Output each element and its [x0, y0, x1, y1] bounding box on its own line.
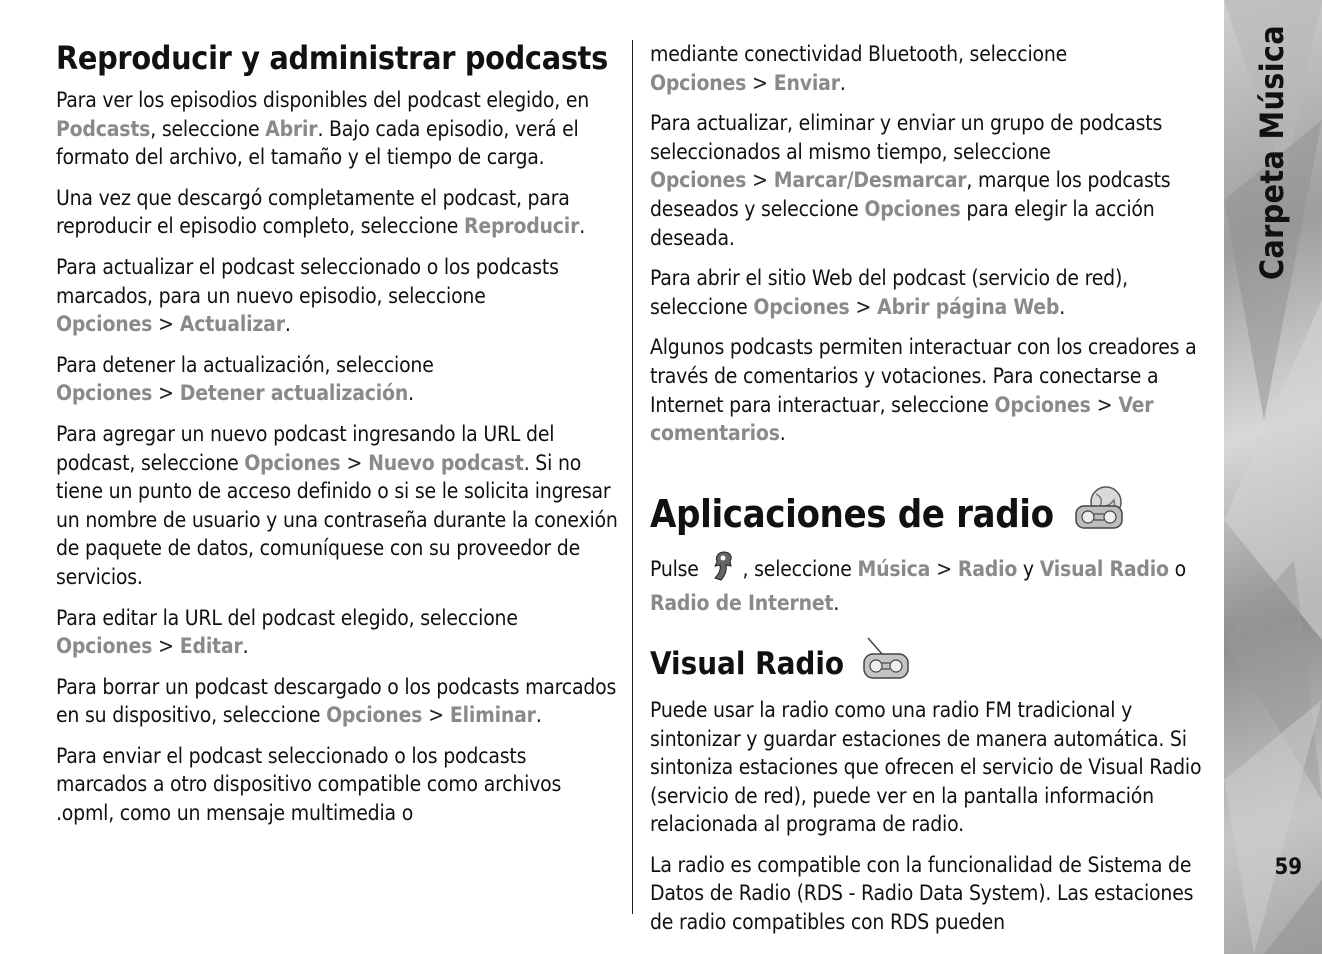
menu-term-opciones: Opciones [650, 70, 747, 95]
paragraph-open-website: Para abrir el sitio Web del podcast (servicio de red), seleccione Opciones > Abrir página Web. [650, 266, 1128, 319]
menu-separator: > [855, 294, 872, 319]
menu-separator: > [158, 312, 174, 337]
menu-term-marcar-desmarcar: Marcar/Desmarcar [773, 168, 967, 193]
chapter-heading-radio: Aplicaciones de radio [650, 484, 1212, 544]
menu-term-reproducir: Reproducir [464, 214, 580, 239]
menu-term-radio: Radio [957, 556, 1018, 581]
menu-term-opciones: Opciones [244, 450, 341, 475]
column-divider [632, 40, 633, 914]
menu-term-opciones: Opciones [994, 392, 1091, 417]
menu-term-eliminar: Eliminar [449, 703, 536, 728]
paragraph-send-bluetooth: mediante conectividad Bluetooth, seleccione Opciones > Enviar. [650, 42, 1068, 95]
paragraph-stop-update: Para detener la actualización, seleccione Opciones > Detener actualización. [56, 352, 434, 406]
radio-globe-icon [1070, 484, 1130, 544]
paragraph-update-podcast: Para actualizar el podcast seleccionado o los podcasts marcados, para un nuevo episodio, seleccione Opciones > Actualizar. [56, 254, 559, 337]
menu-term-opciones: Opciones [56, 381, 153, 406]
menu-key-icon [711, 550, 737, 590]
chapter-sidebar [1224, 0, 1322, 954]
paragraph-play-episode: Una vez que descargó completamente el podcast, para reproducir el episodio completo, seleccione Reproducir. [56, 185, 586, 239]
menu-separator: > [936, 556, 952, 581]
menu-separator: > [428, 703, 444, 728]
menu-separator: > [158, 381, 174, 406]
radio-icon [860, 636, 912, 692]
paragraph-open-radio: Pulse , seleccione Música > Radio y Visual Radio o Radio de Internet. [650, 550, 1212, 618]
menu-term-visual-radio: Visual Radio [1039, 556, 1169, 581]
menu-separator: > [158, 634, 174, 659]
menu-term-nuevo-podcast: Nuevo podcast [368, 450, 524, 475]
right-column [650, 40, 1212, 949]
paragraph-edit-url: Para editar la URL del podcast elegido, seleccione Opciones > Editar. [56, 605, 518, 659]
menu-separator: > [1096, 392, 1113, 417]
chapter-title: Carpeta Música [1253, 25, 1291, 280]
menu-term-opciones: Opciones [753, 294, 850, 319]
paragraph-view-episodes: Para ver los episodios disponibles del podcast elegido, en Podcasts, seleccione Abrir. Bajo cada episodio, verá el formato del archivo, el tamaño y el tiempo de carga. [56, 88, 590, 170]
menu-term-opciones: Opciones [326, 703, 423, 728]
menu-term-radio-de-internet: Radio de Internet [650, 591, 834, 616]
menu-term-opciones: Opciones [56, 312, 153, 337]
menu-term-musica: Música [857, 556, 931, 581]
subheading-visual-radio: Visual Radio [650, 636, 1212, 692]
menu-term-opciones: Opciones [650, 168, 747, 193]
menu-term-actualizar: Actualizar [179, 312, 285, 337]
menu-term-enviar: Enviar [773, 70, 840, 95]
menu-separator: > [346, 450, 363, 475]
menu-term-abrir-pagina-web: Abrir página Web [877, 294, 1060, 319]
paragraph-add-podcast: Para agregar un nuevo podcast ingresando la URL del podcast, seleccione Opciones > Nuevo podcast. Si no tiene un punto de acceso definido o si se le solicita ingresar un nombre de usuario y una contraseña durante la conexión de paquete de datos, comuníquese con su proveedor de servicios. [56, 421, 618, 589]
menu-term-ver-comentarios: Ver comentarios [650, 392, 1154, 446]
section-heading-podcasts: Reproducir y administrar podcasts [56, 39, 608, 77]
paragraph-rds: La radio es compatible con la funcionalidad de Sistema de Datos de Radio (RDS - Radio Data System). Las estaciones de radio compatibles con RDS pueden [650, 852, 1194, 935]
menu-separator: > [752, 168, 768, 193]
paragraph-comments: Algunos podcasts permiten interactuar con los creadores a través de comentarios y votaciones. Para conectarse a Internet para interactuar, seleccione Opciones > Ver comentarios. [650, 335, 1197, 446]
menu-term-abrir: Abrir [265, 116, 318, 141]
menu-separator: > [752, 70, 768, 95]
paragraph-send-podcast: Para enviar el podcast seleccionado o los podcasts marcados a otro dispositivo compatible como archivos .opml, como un mensaje multimedia o [56, 743, 562, 826]
menu-term-podcasts: Podcasts [56, 116, 151, 141]
menu-term-opciones: Opciones [864, 196, 961, 221]
paragraph-group-actions: Para actualizar, eliminar y enviar un grupo de podcasts seleccionados al mismo tiempo, seleccione Opciones > Marcar/Desmarcar, marque los podcasts deseados y seleccione Opciones para elegir la acción deseada. [650, 111, 1171, 250]
paragraph-delete-podcast: Para borrar un podcast descargado o los podcasts marcados en su dispositivo, seleccione Opciones > Eliminar. [56, 674, 617, 728]
left-column [56, 38, 618, 840]
page-number: 59 [1274, 855, 1302, 880]
paragraph-fm-radio: Puede usar la radio como una radio FM tradicional y sintonizar y guardar estaciones de manera automática. Si sintoniza estaciones que ofrecen el servicio de Visual Radio (servicio de red), puede ver en la pantalla información relacionada al programa de radio. [650, 697, 1202, 837]
menu-term-detener-actualizacion: Detener actualización [179, 381, 409, 406]
menu-term-editar: Editar [179, 634, 243, 659]
menu-term-opciones: Opciones [56, 634, 153, 659]
